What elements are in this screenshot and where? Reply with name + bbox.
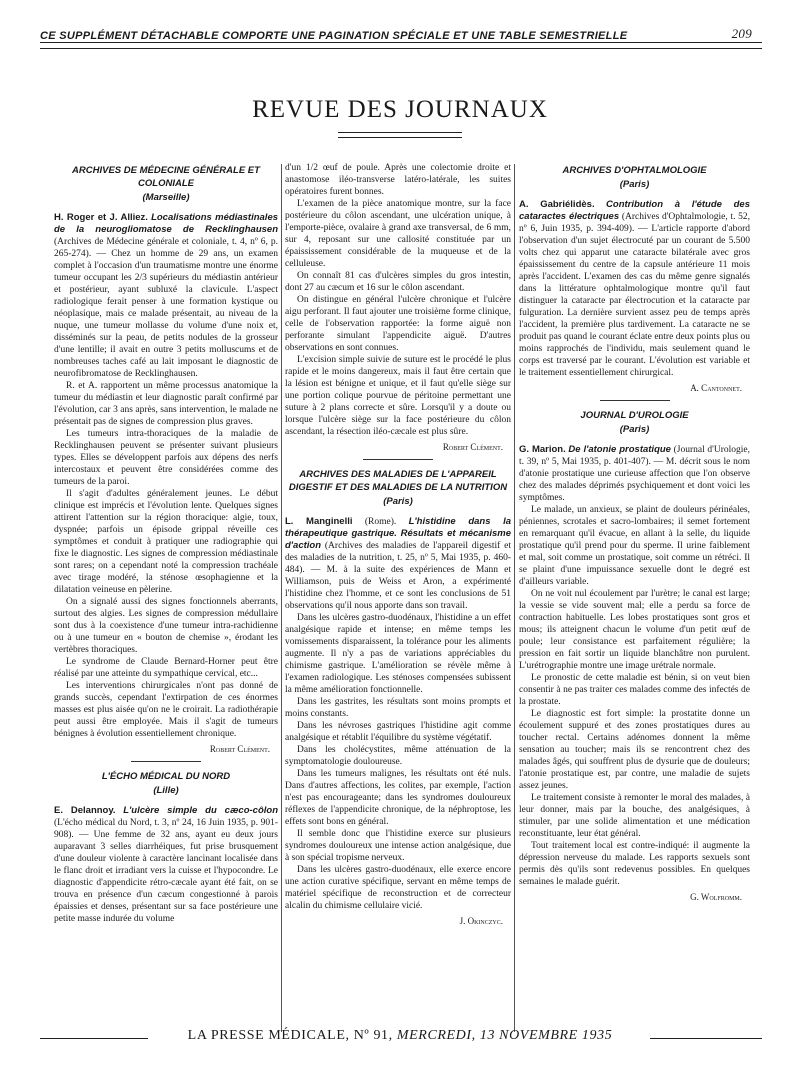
- article-text: (Archives des maladies de l'appareil digestif et des maladies de la nutrition, t. 25, nº 5, Mai 1935, p. 460-484). — M. à la suite des expériences de Mann et Williamson, puis de Weiss et Aron, a expérimenté l'histidine chez l'homme, et ce sont les conclusions de 51 observations qu'il nous apporte dans son travail.: [285, 541, 511, 611]
- column-1: [54, 164, 278, 925]
- article-intro: [519, 444, 750, 504]
- section-title: JOURNAL D'UROLOGIE: [580, 410, 689, 421]
- article-intro: [519, 199, 750, 379]
- article-text: (Journal d'Urologie, t. 39, nº 5, Mai 1935, p. 401-407). — M. décrit sous le nom d'atonie prostatique une curieuse affection que l'on observe chez des malades déprimés psychiquement et dont voici les symptômes.: [519, 445, 751, 503]
- article-signature: J. Okinczyc.: [459, 916, 503, 926]
- article-paragraph: Le syndrome de Claude Bernard-Horner peut être réalisé par une atteinte du sympathique cervical, etc...: [54, 657, 278, 679]
- article-paragraph: Dans les gastrites, les résultats sont moins prompts et moins constants.: [285, 697, 511, 719]
- article-signature: G. Wolfromm.: [690, 892, 742, 902]
- page-number: 209: [731, 26, 752, 41]
- article-paragraph: Les interventions chirurgicales n'ont pas donné de grands succès, cependant l'extirpation de ces énormes masses est plus aisée qu'on ne le croirait. La radiothérapie peut aussi être employée. Mais il s'agit de tumeurs bénignes à évolution essentiellement chronique.: [54, 681, 278, 739]
- section-title: L'ÉCHO MÉDICAL DU NORD: [101, 771, 231, 782]
- article-authors: E. Delannoy.: [54, 805, 116, 816]
- article-title: Localisations médiastinales de la neurogliomatose de Recklinghausen: [54, 212, 279, 235]
- section-city: (Marseille): [142, 192, 190, 203]
- article-intro: [285, 516, 511, 612]
- section-title: ARCHIVES DE MÉDECINE GÉNÉRALE ET COLONIALE: [72, 165, 260, 189]
- article-paragraph: Il s'agit d'adultes généralement jeunes. Le début clinique est imprécis et l'évolution lente. Quelques signes attirent l'attention sur la région thoracique: algie, toux, dyspnée; parfois un épisode grippal réveille ces symptômes et conduit à pratiquer une radiographie qui fixe le diagnostic. Les signes de compression médiastinale sont rares; on a cependant noté la compression trachéale avec tirage modéré, la sténose œsophagienne et la dilatation veineuse en pèlerine.: [54, 489, 278, 595]
- footer-rule: [40, 1038, 148, 1039]
- article-paragraph: Tout traitement local est contre-indiqué: il augmente la dépression nerveuse du malade. Les rapports sexuels sont permis dès qu'ils sont redevenus possibles. En quelques semaines le malade guérit.: [519, 841, 750, 887]
- article-authors: G. Marion.: [519, 444, 566, 455]
- section-title: ARCHIVES DES MALADIES DE L'APPAREIL DIGESTIF ET DES MALADIES DE LA NUTRITION: [288, 469, 508, 493]
- column-divider: [281, 164, 282, 1032]
- article-paragraph: Dans les ulcères gastro-duodénaux, elle exerce encore une action curative spécifique, servant en même temps de matériel spécifique de reconstruction et de correcteur alcalin du chimisme cellulaire vicié.: [285, 865, 511, 911]
- article-paragraph: Les tumeurs intra-thoraciques de la maladie de Recklinghausen peuvent se présenter suivant plusieurs types. Elles se développent parfois aux dépens des nerfs intercostaux et peuvent être considérées comme des tumeurs de la paroi.: [54, 429, 278, 487]
- page-footer: [155, 1028, 645, 1044]
- article-title: L'histidine dans la thérapeutique gastrique. Résultats et mécanisme d'action: [285, 516, 512, 551]
- section-city: (Paris): [619, 424, 650, 435]
- article-paragraph: Dans les tumeurs malignes, les résultats ont été nuls. Dans d'autres affections, les colites, par exemple, l'action n'est pas encourageante; dans les syndromes douloureux réflexes de l'appendicite chronique, de la néphroptose, les effets sont bons en général.: [285, 769, 511, 827]
- article-authors: A. Gabriélidès.: [519, 199, 595, 210]
- article-paragraph: Il semble donc que l'histidine exerce sur plusieurs syndromes douloureux une intense action analgésique, due à son spécial tropisme nerveux.: [285, 829, 511, 863]
- article-signature: Robert Clément.: [209, 744, 270, 754]
- section-title: ARCHIVES D'OPHTALMOLOGIE: [562, 165, 707, 176]
- column-3: [519, 164, 750, 909]
- title-rule: [338, 132, 462, 138]
- page-header: [40, 26, 752, 42]
- article-paragraph: L'examen de la pièce anatomique montre, sur la face postérieure du côlon ascendant, une ulcération unique, à l'emporte-pièce, ovalaire à grand axe transversal, de 6 mm, sur 4, reposant sur une callosité constituée par un épaississement considérable de la muqueuse et de la celluleuse.: [285, 199, 511, 269]
- section-separator: [600, 400, 670, 401]
- footer-journal: LA PRESSE MÉDICALE,: [187, 1028, 350, 1043]
- article-paragraph: Le traitement consiste à remonter le moral des malades, à leur donner, mais par la bouche, des analgésiques, à stimuler, par une solide alimentation et une médication reconstituante, leur état général.: [519, 793, 750, 839]
- article-paragraph: On ne voit nul écoulement par l'urètre; le canal est large; la vessie se vide souvent mal; elle a perdu sa force de contraction habituelle. Les lobes prostatiques sont gros et mous; ils atteignent chacun le volume d'un petit œuf de poule; leur consistance est parfaitement régulière; la pression en fait sortir un liquide blanchâtre non purulent. L'urétrographie montre une image urétrale normale.: [519, 589, 750, 671]
- article-paragraph: Dans les cholécystites, même atténuation de la symptomatologie douloureuse.: [285, 745, 511, 767]
- article-paragraph: Dans les névroses gastriques l'histidine agit comme analgésique et rétablit l'équilibre du système végétatif.: [285, 721, 511, 743]
- header-rule: [40, 42, 762, 49]
- article-intro: [54, 805, 278, 925]
- article-signature: Robert Clément.: [442, 442, 503, 452]
- article-paragraph: R. et A. rapportent un même processus anatomique la tumeur du médiastin et leur diagnostic paraît confirmé par l'évolution, car 3 ans après, sans intervention, le malade ne présentait pas de signes de compression plus graves.: [54, 381, 278, 427]
- article-paragraph: On a signalé aussi des signes fonctionnels aberrants, surtout des algies. Les signes de compression médullaire sont dus à la coexistence d'une tumeur intra-rachidienne ou à une tumeur en « bouton de chemise », érodant les vertèbres thoraciques.: [54, 597, 278, 655]
- footer-number: Nº 91,: [353, 1028, 393, 1043]
- column-2: [285, 162, 511, 933]
- article-title: Contribution à l'étude des cataractes électriques: [519, 199, 750, 222]
- article-paragraph: Dans les ulcères gastro-duodénaux, l'histidine a un effet analgésique rapide et intense; en même temps les vomissements disparaissent, la tolérance pour les aliments augmente. Il n'y a pas de variations appréciables du chimisme gastrique. L'amélioration se révèle même à l'examen radiologique. Les sténoses compensées subissent la même amélioration fonctionnelle.: [285, 613, 511, 695]
- section-separator: [131, 761, 201, 762]
- article-paragraph: d'un 1/2 œuf de poule. Après une colectomie droite et anastomose iléo-transverse latéro-latérale, les suites opératoires furent bonnes.: [285, 163, 511, 197]
- footer-date: MERCREDI, 13 NOVEMBRE 1935: [396, 1028, 613, 1043]
- article-paragraph: On distingue en général l'ulcère chronique et l'ulcère aigu perforant. Il faut ajouter une troisième forme clinique, celle de l'observation rapportée: la forme aiguë non perforante simulant l'appendicite aiguë. D'autres observations en sont connues.: [285, 295, 511, 353]
- article-signature: A. Cantonnet.: [690, 383, 742, 393]
- article-text: (L'écho médical du Nord, t. 3, nº 24, 16 Juin 1935, p. 901-908). — Une femme de 32 ans, ayant eu deux jours auparavant 3 selles diarrhéiques, fut prise brusquement d'une douleur violente à caractère lancinant localisée dans le flanc droit et irradiant vers la cuisse et l'hypocondre. Le diagnostic d'appendicite rétro-cæcale ayant été fait, on se trouva en présence d'un cæcum congestionné à parois épaissies et denses, présentant sur sa face postérieure une petite masse indurée du volume: [54, 818, 278, 924]
- article-paragraph: Le diagnostic est fort simple: la prostatite donne un écoulement suppuré et des zones prostatiques dures au toucher rectal. Certains adénomes donnent la même sensation au toucher; mais ils se rencontrent chez des malades âgés, qui souffrent plus de dysurie que de douleurs; l'atonie prostatique est, par contre, une maladie de sujets assez jeunes.: [519, 709, 750, 791]
- section-separator: [363, 459, 433, 460]
- section-city: (Paris): [383, 496, 413, 507]
- article-title: De l'atonie prostatique: [568, 444, 671, 455]
- article-author-city: (Rome).: [364, 517, 397, 527]
- section-city: (Paris): [619, 179, 650, 190]
- header-text: CE SUPPLÉMENT DÉTACHABLE COMPORTE UNE PAGINATION SPÉCIALE ET UNE TABLE SEMESTRIELLE: [40, 30, 628, 42]
- article-authors: L. Manginelli: [285, 516, 353, 527]
- article-authors: H. Roger et J. Alliez.: [54, 212, 148, 223]
- article-text: (Archives de Médecine générale et coloniale, t. 4, nº 6, p. 265-274). — Chez un homme de 29 ans, un examen complet à l'occasion d'un traumatisme montre une énorme tumeur occupant les 2/3 supérieurs du médiastin antérieur et postérieur, ayant subluxé la clavicule. L'aspect radiologique ferait penser à une formation kystique ou néoplasique, mais ce malade présentait, au niveau de la nuque, une tumeur mollasse du volume d'une noix et, disséminés sur la peau, de petits nodules de la grosseur d'une lentille; il avait en outre 3 petits molluscums et de nombreuses taches café au lait imposant le diagnostic de neurofibromatose de Recklinghausen.: [54, 237, 278, 379]
- column-divider: [514, 164, 515, 1032]
- footer-rule: [650, 1038, 762, 1039]
- article-paragraph: Le pronostic de cette maladie est bénin, si on veut bien consentir à ne pas traiter ces malades comme des infectés de la prostate.: [519, 673, 750, 707]
- article-paragraph: L'excision simple suivie de suture est le procédé le plus rapide et le moins dangereux, mais il faut être certain que la lésion est bénigne et unique, et il faut qu'elle siège sur une portion colique pourvue de péritoine permettant une suture à 2 plans correcte et sûre. Lorsqu'il y a doute ou lorsque l'ulcère siège sur la face postérieure du côlon ascendant, la résection iléo-cæcale est plus sûre.: [285, 355, 511, 437]
- article-intro: [54, 212, 278, 380]
- article-title: L'ulcère simple du cæco-côlon: [123, 805, 278, 816]
- article-paragraph: On connaît 81 cas d'ulcères simples du gros intestin, dont 27 au cæcum et 16 sur le côlon ascendant.: [285, 271, 511, 293]
- section-city: (Lille): [153, 785, 179, 796]
- article-paragraph: Le malade, un anxieux, se plaint de douleurs périnéales, péniennes, scrotales et sacro-lombaires; il semet fortement en remarquant qu'il évacue, en allant à la selle, du liquide prostatique qu'il prend pour du sperme. Il urine faiblement et mal, soit comme un prostatique, soit comme un rétréci. Il se plaint d'une impuissance sexuelle dont le degré est d'ailleurs variable.: [519, 505, 750, 587]
- article-text: (Archives d'Ophtalmologie, t. 52, nº 6, Juin 1935, p. 394-409). — L'article rapporte d'abord l'observation d'un sujet électrocuté par un courant de 5.500 volts chez qui apparut une cataracte bilatérale avec gros épaississement du centre de la capsule antérieure 11 mois après l'accident. L'examen des cas du même genre signalés dans la littérature ophtalmologique montre qu'il faut distinguer la cataracte par électrocution et la cataracte par fulguration. La dernière survient assez peu de temps après l'accident, la première plus tardivement. La cataracte ne se produit pas quand le courant éclate entre deux points plus ou moins rapprochés de l'individu, mais seulement quand le corps est traversé par le courant. L'évolution est variable et le traitement essentiellement chirurgical.: [519, 212, 751, 378]
- page-title: REVUE DES JOURNAUX: [252, 96, 548, 123]
